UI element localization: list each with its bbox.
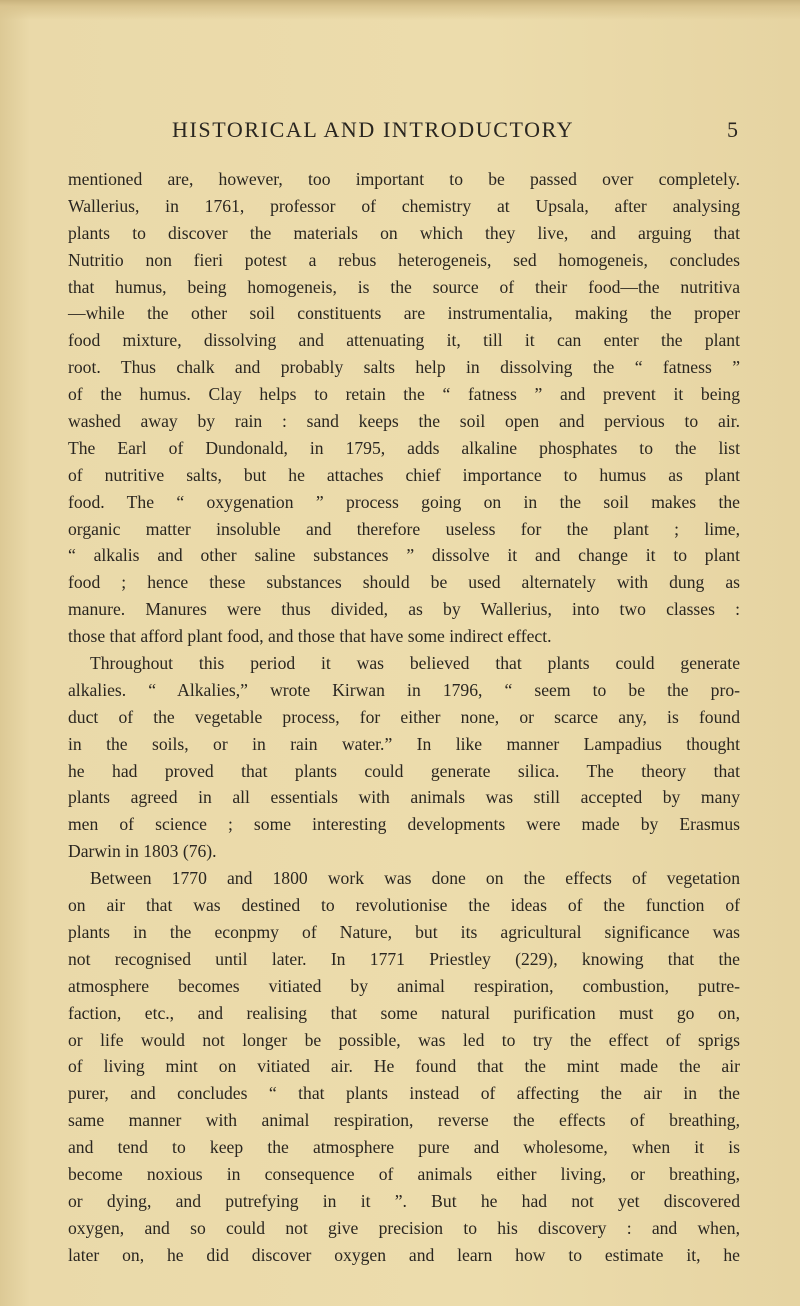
text-line: Throughout this period it was believed that plants could generate — [90, 653, 740, 674]
text-line: Nutritio non fieri potest a rebus heterogeneis, sed homogeneis, concludes — [68, 249, 740, 270]
text-line: of living mint on vitiated air. He found that the mint made the air — [68, 1056, 740, 1077]
text-line: same manner with animal respiration, reverse the effects of breathing, — [68, 1110, 740, 1131]
text-line: faction, etc., and realising that some natural purification must go on, — [68, 1002, 740, 1023]
running-head-title: HISTORICAL AND INTRODUCTORY — [172, 117, 575, 142]
text-line: mentioned are, however, too important to be passed over completely. — [68, 169, 740, 189]
text-line: food ; hence these substances should be used alternately with dung as — [68, 572, 740, 593]
text-line: Wallerius, in 1761, professor of chemistry at Upsala, after analysing — [68, 195, 740, 216]
text-line: plants agreed in all essentials with animals was still accepted by many — [68, 787, 740, 808]
text-line: on air that was destined to revolutionise the ideas of the function of — [68, 895, 740, 916]
text-line: and tend to keep the atmosphere pure and wholesome, when it is — [68, 1137, 740, 1158]
text-line: —while the other soil constituents are instrumentalia, making the proper — [68, 303, 740, 324]
text-line: purer, and concludes “ that plants instead of affecting the air in the — [68, 1083, 740, 1104]
text-line: Darwin in 1803 (76). — [68, 841, 217, 862]
text-line: oxygen, and so could not give precision to his discovery : and when, — [68, 1217, 740, 1238]
text-line: that humus, being homogeneis, is the source of their food—the nutritiva — [68, 276, 740, 297]
text-line: organic matter insoluble and therefore useless for the plant ; lime, — [68, 518, 740, 539]
text-line: of nutritive salts, but he attaches chief importance to humus as plant — [68, 464, 740, 485]
text-line: plants in the econpmy of Nature, but its agricultural significance was — [68, 921, 740, 942]
text-line: food mixture, dissolving and attenuating it, till it can enter the plant — [68, 330, 740, 351]
text-line: later on, he did discover oxygen and learn how to estimate it, he — [68, 1244, 740, 1265]
text-line: men of science ; some interesting developments were made by Erasmus — [68, 814, 740, 835]
text-line: Between 1770 and 1800 work was done on the effects of vegetation — [90, 868, 740, 889]
text-line: he had proved that plants could generate silica. The theory that — [68, 760, 740, 781]
text-line: or dying, and putrefying in it ”. But he had not yet discovered — [68, 1190, 740, 1211]
text-line: in the soils, or in rain water.” In like manner Lampadius thought — [68, 733, 740, 754]
text-line: manure. Manures were thus divided, as by Wallerius, into two classes : — [68, 599, 740, 620]
text-line: “ alkalis and other saline substances ” dissolve it and change it to plant — [68, 545, 740, 566]
text-line: of the humus. Clay helps to retain the “ fatness ” and prevent it being — [68, 384, 740, 405]
page-top-edge — [0, 0, 800, 20]
text-line: plants to discover the materials on which they live, and arguing that — [68, 222, 740, 243]
text-line: or life would not longer be possible, was led to try the effect of sprigs — [68, 1029, 740, 1050]
text-line: The Earl of Dundonald, in 1795, adds alkaline phosphates to the list — [68, 437, 740, 458]
text-line: duct of the vegetable process, for either none, or scarce any, is found — [68, 706, 740, 727]
running-head — [68, 117, 738, 147]
text-line: root. Thus chalk and probably salts help in dissolving the “ fatness ” — [68, 357, 740, 378]
text-line: those that afford plant food, and those that have some indirect effect. — [68, 626, 552, 647]
text-line: alkalies. “ Alkalies,” wrote Kirwan in 1796, “ seem to be the pro- — [68, 679, 740, 700]
page-number: 5 — [727, 117, 738, 142]
body-text — [68, 166, 740, 1269]
text-line: become noxious in consequence of animals either living, or breathing, — [68, 1163, 740, 1184]
text-line: atmosphere becomes vitiated by animal respiration, combustion, putre- — [68, 975, 740, 996]
text-line: food. The “ oxygenation ” process going on in the soil makes the — [68, 491, 740, 512]
text-line: washed away by rain : sand keeps the soil open and pervious to air. — [68, 411, 740, 432]
text-line: not recognised until later. In 1771 Priestley (229), knowing that the — [68, 948, 740, 969]
